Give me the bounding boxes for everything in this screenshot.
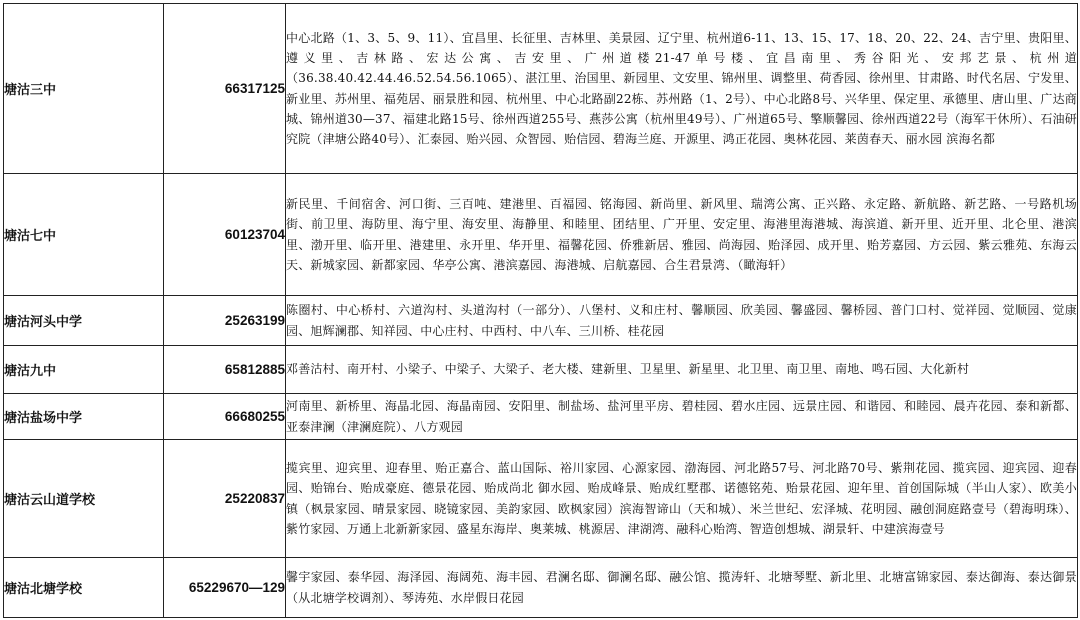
phone-number: 65229670—129: [188, 580, 285, 595]
school-name: 塘沽九中: [4, 364, 57, 379]
phone-cell: [164, 440, 286, 558]
area-text: 馨宇家园、泰华园、海泽园、海阔苑、海丰园、君澜名邸、御澜名邸、融公馆、揽涛轩、北塘琴墅、新北里、北塘富锦家园、泰达御海、泰达御景（从北塘学校调剂）、琴涛苑、水岸假日花园: [286, 570, 1077, 605]
phone-number: 66680255: [224, 409, 285, 424]
area-text: 邓善沽村、南开村、小梁子、中梁子、大梁子、老大楼、建新里、卫星里、新星里、北卫里、南卫里、南地、鸣石园、大化新村: [286, 362, 970, 377]
table-row: [4, 394, 1078, 440]
school-name-cell: [4, 174, 164, 296]
school-name: 塘沽三中: [4, 83, 57, 98]
area-text: 河南里、新桥里、海晶北园、海晶南园、安阳里、制盐场、盐河里平房、碧桂园、碧水庄园、远景庄园、和谐园、和睦园、晨卉花园、泰和新都、亚泰津澜（津澜庭院）、八方观园: [286, 399, 1077, 434]
phone-cell: [164, 174, 286, 296]
phone-cell: [164, 346, 286, 394]
school-name: 塘沽北塘学校: [4, 582, 83, 597]
school-district-table: [3, 3, 1078, 618]
phone-number: 65812885: [224, 362, 285, 377]
school-name: 塘沽七中: [4, 229, 57, 244]
area-text: 陈圈村、中心桥村、六道沟村、头道沟村（一部分）、八堡村、义和庄村、馨顺园、欣美园、馨盛园、馨桥园、普门口村、觉祥园、觉顺园、觉康园、旭辉澜郡、知祥园、中心庄村、中西村、中八车、三川桥、桂花园: [286, 303, 1077, 338]
area-text: 揽宾里、迎宾里、迎春里、贻正嘉合、蓝山国际、裕川家园、心源家园、渤海园、河北路57号、河北路70号、紫荆花园、揽宾园、迎宾园、迎春园、贻锦台、贻成豪庭、德景花园、贻成尚北 御水园、贻成峰景、贻成红墅郡、诺德铭苑、贻景花园、迎年里、首创国际城（半山人家）、欧美小镇（枫景家园、晴景家园、晓镜家园、美韵家园、欧枫家园）滨海智谛山（天和城）、米兰世纪、宏泽城、花明园、融创洞庭路壹号（碧海明珠）、紫竹家园、万通上北新新家园、盛星东海岸、奥莱城、桃源居、津湖湾、融科心贻湾、智造创想城、湖景轩、中建滨海壹号: [286, 461, 1077, 536]
school-name-cell: [4, 440, 164, 558]
area-cell: [286, 296, 1078, 346]
area-cell: [286, 558, 1078, 618]
area-text: 新民里、千间宿舍、河口街、三百吨、建港里、百福园、铭海园、新尚里、新风里、瑞湾公寓、正兴路、永定路、新航路、新艺路、一号路机场街、前卫里、海防里、海宁里、海安里、海静里、和睦里、团结里、广开里、安定里、海港里海港城、海滨道、新开里、近开里、北仑里、港滨里、渤开里、临开里、港建里、永开里、华开里、福馨花园、侨雅新居、雅园、尚海园、贻泽园、成开里、贻芳嘉园、方云园、紫云雅苑、东海云天、新城家园、新都家园、华亭公寓、港滨嘉园、海港城、启航嘉园、合生君景湾、（瞰海轩）: [286, 197, 1077, 272]
table-row: [4, 4, 1078, 174]
table-row: [4, 296, 1078, 346]
table-row: [4, 346, 1078, 394]
table-row: [4, 558, 1078, 618]
phone-number: 25263199: [224, 313, 285, 328]
area-cell: [286, 174, 1078, 296]
phone-cell: [164, 394, 286, 440]
phone-number: 25220837: [224, 491, 285, 506]
table-row: [4, 174, 1078, 296]
area-cell: [286, 394, 1078, 440]
school-name-cell: [4, 394, 164, 440]
phone-number: 60123704: [224, 227, 285, 242]
area-cell: [286, 4, 1078, 174]
school-name: 塘沽盐场中学: [4, 411, 83, 426]
area-text: 中心北路（1、3、5、9、11）、宜昌里、长征里、吉林里、美景园、辽宁里、杭州道6-11、13、15、17、18、20、22、24、吉宁里、贵阳里、遵义里、吉林路、宏达公寓、吉安里、广州道楼21-47单号楼、宜昌南里、秀谷阳光、安邦艺景、杭州道（36.38.40.42.44.46.52.54.56.1065）、湛江里、治国里、新园里、文安里、锦州里、调整里、荷香园、徐州里、甘肃路、时代名居、宁发里、新业里、苏州里、福苑居、丽景胜和园、杭州里、中心北路副22栋、苏州路（1、2号）、中心北路8号、兴华里、保定里、承德里、唐山里、广达商城、锦州道30—37、福建北路15号、徐州西道255号、燕莎公寓（杭州里49号）、广州道65号、擎顺馨园、徐州西道22号（海军干休所）、石油研究院（津塘公路40号）、汇泰园、贻兴园、众智园、贻信园、碧海兰庭、开源里、鸿正花园、奥林花园、莱茵春天、丽水园 滨海名都: [286, 30, 1077, 146]
area-cell: [286, 440, 1078, 558]
phone-cell: [164, 4, 286, 174]
phone-cell: [164, 558, 286, 618]
school-name-cell: [4, 558, 164, 618]
school-name: 塘沽云山道学校: [4, 493, 96, 508]
phone-cell: [164, 296, 286, 346]
school-name-cell: [4, 296, 164, 346]
school-name: 塘沽河头中学: [4, 315, 83, 330]
school-name-cell: [4, 346, 164, 394]
area-cell: [286, 346, 1078, 394]
school-name-cell: [4, 4, 164, 174]
phone-number: 66317125: [224, 81, 285, 96]
table-row: [4, 440, 1078, 558]
